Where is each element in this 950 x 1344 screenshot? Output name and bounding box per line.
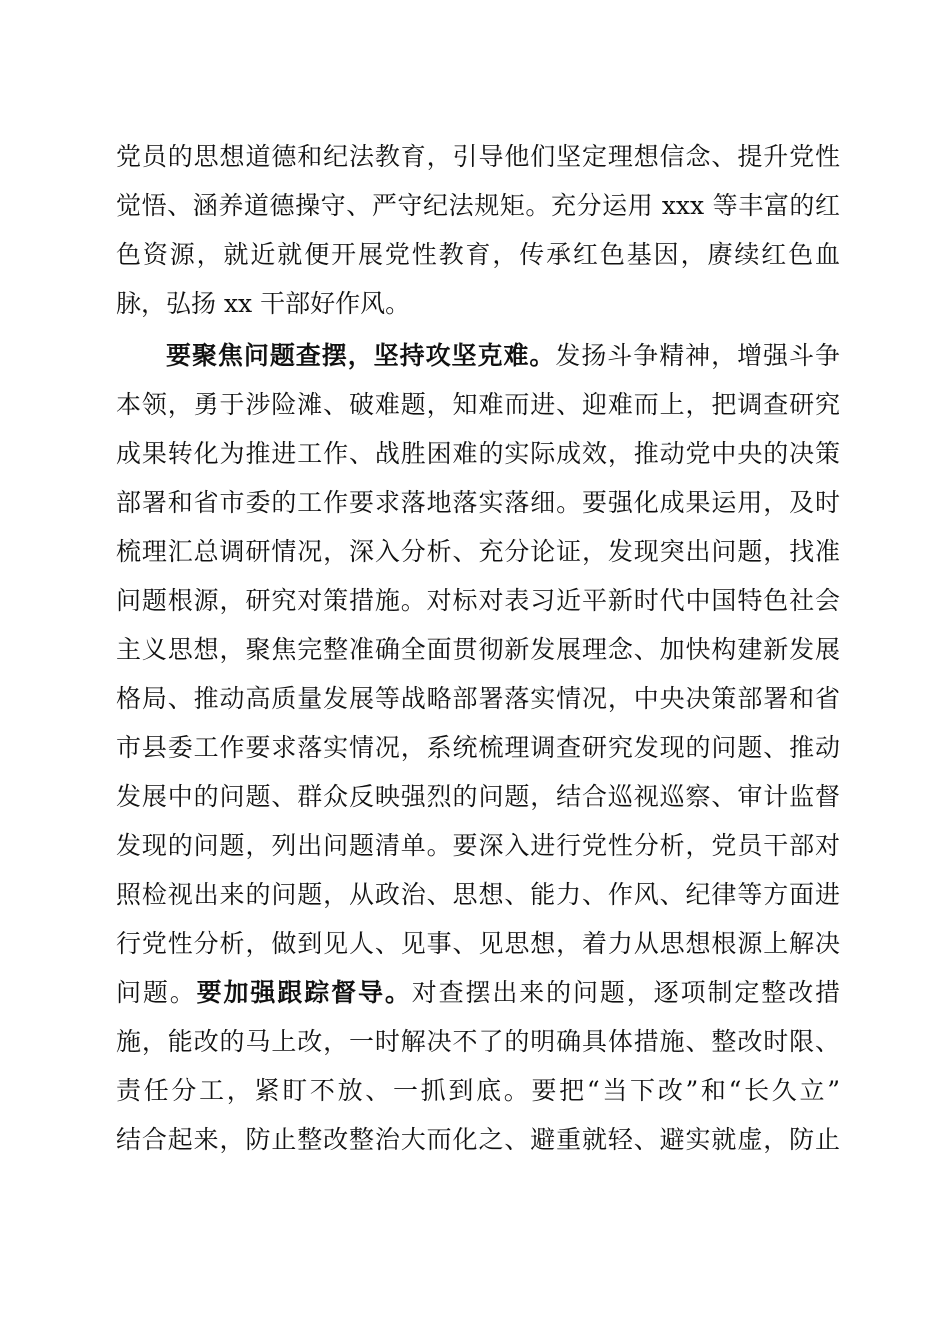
- text-line: 市县委工作要求落实情况，系统梳理调查研究发现的问题、推动: [116, 733, 840, 762]
- text-line: 主义思想，聚焦完整准确全面贯彻新发展理念、加快构建新发展: [116, 635, 840, 664]
- text-line: 梳理汇总调研情况，深入分析、充分论证，发现突出问题，找准: [116, 537, 840, 566]
- text-line: 部署和省市委的工作要求落地落实落细。要强化成果运用，及时: [116, 488, 840, 517]
- text-line: 发现的问题，列出问题清单。要深入进行党性分析，党员干部对: [116, 831, 840, 860]
- text-line: 发展中的问题、群众反映强烈的问题，结合巡视巡察、审计监督: [116, 782, 840, 811]
- text-line: 施，能改的马上改，一时解决不了的明确具体措施、整改时限、: [116, 1027, 840, 1056]
- text-line: [116, 976, 840, 1010]
- text-line: 色资源，就近就便开展党性教育，传承红色基因，赓续红色血: [116, 240, 840, 269]
- text-line: 结合起来，防止整改整治大而化之、避重就轻、避实就虚，防止: [116, 1125, 840, 1154]
- text-line: 责任分工，紧盯不放、一抓到底。要把“当下改”和“长久立”: [116, 1076, 840, 1105]
- text-line: 照检视出来的问题，从政治、思想、能力、作风、纪律等方面进: [116, 880, 840, 909]
- text-line: 觉悟、涵养道德操守、严守纪法规矩。充分运用 xxx 等丰富的红: [116, 191, 840, 220]
- text-line: 脉，弘扬 xx 干部好作风。: [116, 289, 411, 318]
- text-line: 问题根源，研究对策措施。对标对表习近平新时代中国特色社会: [116, 586, 840, 615]
- text-line: 格局、推动高质量发展等战略部署落实情况，中央决策部署和省: [116, 684, 840, 713]
- text-line: 本领，勇于涉险滩、破难题，知难而进、迎难而上，把调查研究: [116, 390, 840, 419]
- paragraph-heading: 要聚焦问题查摆，坚持攻坚克难。: [166, 341, 556, 370]
- text-span: 对查摆出来的问题，逐项制定整改措: [411, 978, 840, 1007]
- text-line: 成果转化为推进工作、战胜困难的实际成效，推动党中央的决策: [116, 439, 840, 468]
- paragraph-subheading: 要加强跟踪督导。: [196, 978, 412, 1007]
- text-line: 行党性分析，做到见人、见事、见思想，着力从思想根源上解决: [116, 929, 840, 958]
- text-span: 发扬斗争精神，增强斗争: [555, 341, 840, 370]
- text-span: 问题。: [116, 978, 197, 1007]
- paragraph-first-line: [166, 339, 840, 373]
- text-line: 党员的思想道德和纪法教育，引导他们坚定理想信念、提升党性: [116, 142, 840, 171]
